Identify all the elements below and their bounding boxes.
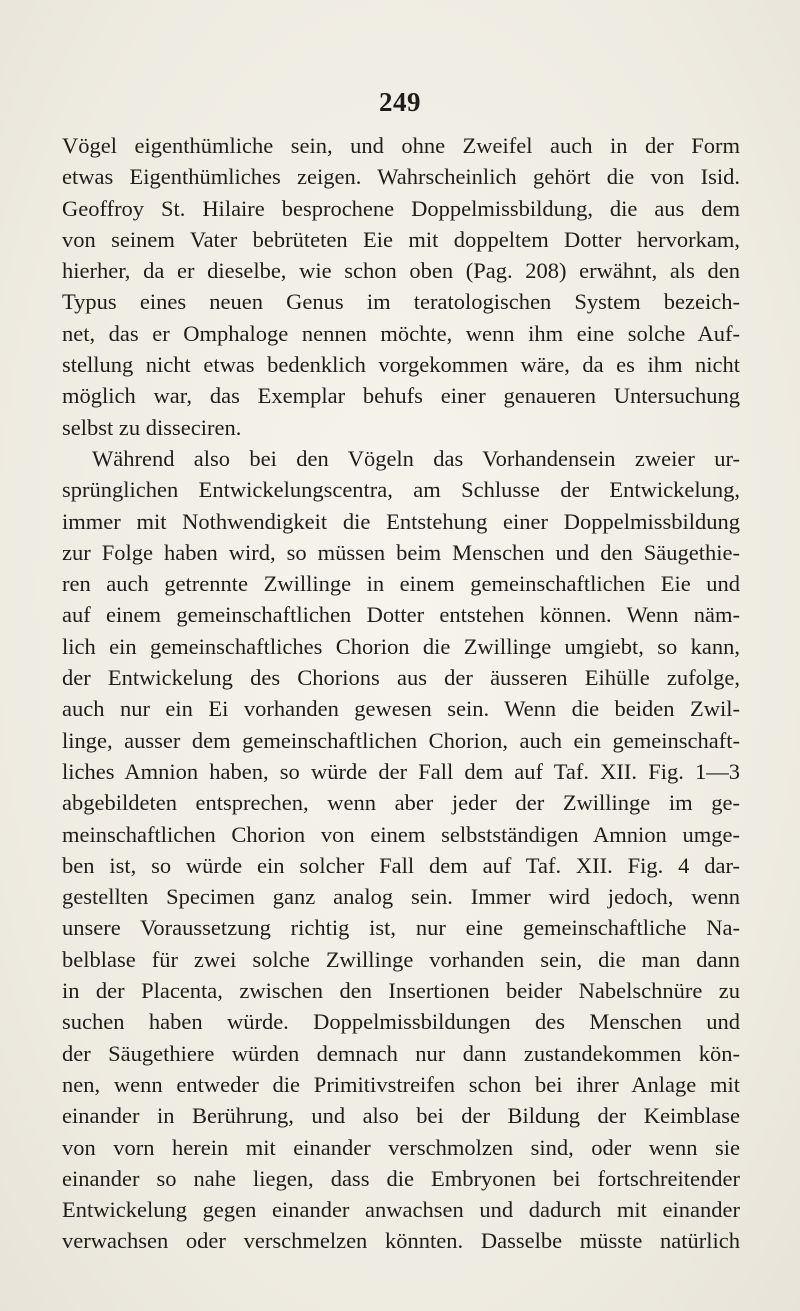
text-line: der Säugethiere würden demnach nur dann zustandekommen kön-	[62, 1040, 740, 1066]
text-line: etwas Eigenthümliches zeigen. Wahrscheinlich gehört die von Isid.	[62, 164, 740, 190]
text-line: Geoffroy St. Hilaire besprochene Doppelmissbildung, die aus dem	[62, 195, 740, 221]
text-line: verwachsen oder verschmelzen könnten. Dasselbe müsste natürlich	[62, 1228, 740, 1254]
text-line: Vögel eigenthümliche sein, und ohne Zweifel auch in der Form	[62, 133, 740, 158]
text-line: auf einem gemeinschaftlichen Dotter entstehen können. Wenn näm-	[62, 602, 740, 628]
text-line: selbst zu disseciren.	[62, 414, 242, 440]
text-line: von vorn herein mit einander verschmolzen sind, oder wenn sie	[62, 1134, 740, 1160]
text-line: Entwickelung gegen einander anwachsen und dadurch mit einander	[62, 1197, 740, 1223]
text-line: stellung nicht etwas bedenklich vorgekommen wäre, da es ihm nicht	[62, 352, 740, 378]
text-line: hierher, da er dieselbe, wie schon oben (Pag. 208) erwähnt, als den	[62, 258, 740, 284]
text-line: Während also bei den Vögeln das Vorhandensein zweier ur-	[92, 445, 740, 471]
text-line: liches Amnion haben, so würde der Fall dem auf Taf. XII. Fig. 1—3	[62, 758, 740, 784]
text-line: auch nur ein Ei vorhanden gewesen sein. Wenn die beiden Zwil-	[62, 696, 740, 722]
text-line: sprünglichen Entwickelungscentra, am Schlusse der Entwickelung,	[62, 477, 740, 503]
body-text	[62, 130, 740, 1257]
text-line: abgebildeten entsprechen, wenn aber jeder der Zwillinge im ge-	[62, 790, 740, 816]
text-line: linge, ausser dem gemeinschaftlichen Chorion, auch ein gemeinschaft-	[62, 727, 740, 753]
text-line: unsere Voraussetzung richtig ist, nur eine gemeinschaftliche Na-	[62, 915, 740, 941]
paragraph-2	[62, 443, 740, 1257]
text-line: ben ist, so würde ein solcher Fall dem auf Taf. XII. Fig. 4 dar-	[62, 852, 740, 878]
text-line: gestellten Specimen ganz analog sein. Immer wird jedoch, wenn	[62, 884, 740, 910]
text-line: zur Folge haben wird, so müssen beim Menschen und den Säugethie-	[62, 539, 740, 565]
page-number: 249	[379, 87, 421, 117]
paragraph-1	[62, 130, 740, 443]
text-line: einander in Berührung, und also bei der Bildung der Keimblase	[62, 1103, 740, 1129]
text-line: der Entwickelung des Chorions aus der äusseren Eihülle zufolge,	[62, 665, 740, 691]
text-line: von seinem Vater bebrüteten Eie mit doppeltem Dotter hervorkam,	[62, 226, 740, 252]
text-line: in der Placenta, zwischen den Insertionen beider Nabelschnüre zu	[62, 978, 740, 1004]
text-line: lich ein gemeinschaftliches Chorion die Zwillinge umgiebt, so kann,	[62, 633, 740, 659]
text-line: möglich war, das Exemplar behufs einer genaueren Untersuchung	[62, 383, 740, 409]
text-line: net, das er Omphaloge nennen möchte, wenn ihm eine solche Auf-	[62, 320, 740, 346]
text-line: immer mit Nothwendigkeit die Entstehung einer Doppelmissbildung	[62, 508, 740, 534]
text-line: Typus eines neuen Genus im teratologischen System bezeich-	[62, 289, 740, 315]
text-line: einander so nahe liegen, dass die Embryonen bei fortschreitender	[62, 1165, 740, 1191]
text-line: belblase für zwei solche Zwillinge vorhanden sein, die man dann	[62, 946, 740, 972]
text-line: nen, wenn entweder die Primitivstreifen schon bei ihrer Anlage mit	[62, 1071, 740, 1097]
text-line: suchen haben würde. Doppelmissbildungen des Menschen und	[62, 1009, 740, 1035]
text-line: ren auch getrennte Zwillinge in einem gemeinschaftlichen Eie und	[62, 571, 740, 597]
text-line: meinschaftlichen Chorion von einem selbstständigen Amnion umge-	[62, 821, 740, 847]
